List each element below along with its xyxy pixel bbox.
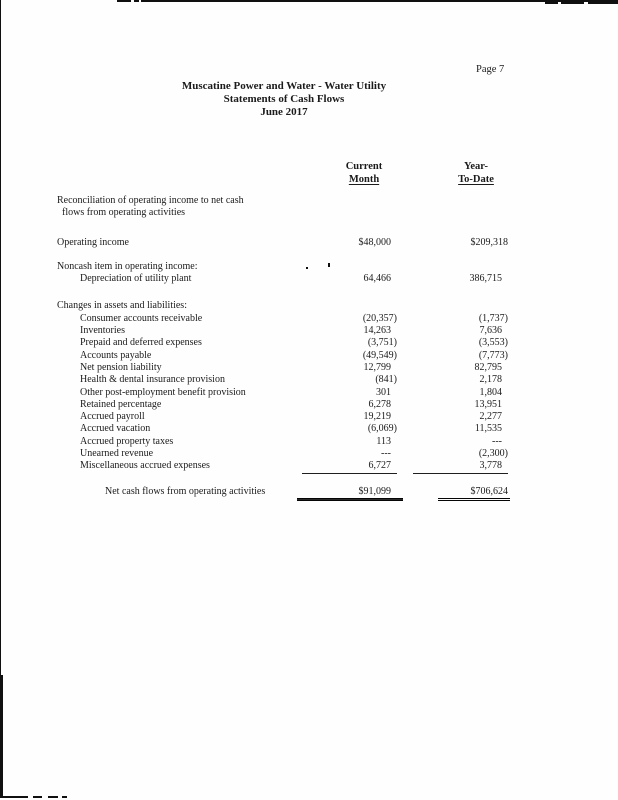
- table-row: [0, 313, 618, 325]
- value-year-to-date: 3,778: [413, 460, 508, 473]
- value-year-to-date: ---: [492, 435, 502, 447]
- value-current-month: 19,219: [363, 411, 391, 423]
- row-label: Unearned revenue: [80, 448, 154, 460]
- table-row: [0, 423, 618, 435]
- row-label: Operating income: [57, 236, 129, 248]
- table-row: [0, 387, 618, 399]
- value-current-month: 6,727: [302, 460, 397, 473]
- table-row-total: [0, 486, 618, 498]
- doc-date: June 2017: [260, 106, 308, 119]
- intro-line: [0, 207, 618, 219]
- doc-subtitle: Statements of Cash Flows: [223, 93, 345, 106]
- row-label: Retained percentage: [80, 398, 162, 410]
- value-current-month: (49,549): [362, 349, 397, 361]
- row-label: Prepaid and deferred expenses: [80, 337, 202, 349]
- row-label: Net pension liability: [80, 361, 162, 373]
- row-label: Health & dental insurance provision: [80, 374, 225, 386]
- value-year-to-date: (2,300): [478, 448, 508, 460]
- row-label: Accrued vacation: [80, 423, 151, 435]
- total-double-rule-current-month: [297, 498, 403, 501]
- document-header: [0, 80, 568, 120]
- value-year-to-date: 2,178: [479, 374, 502, 386]
- table-row: [0, 362, 618, 374]
- value-year-to-date: 82,795: [474, 361, 502, 373]
- section-label: Reconciliation of operating income to net cash: [57, 195, 244, 206]
- row-label: Net cash flows from operating activities: [105, 485, 266, 497]
- row-label: Accrued property taxes: [80, 435, 174, 447]
- table-row: [0, 261, 618, 273]
- row-label: Miscellaneous accrued expenses: [80, 460, 210, 472]
- row-label: Accounts payable: [80, 349, 152, 361]
- section-label: flows from operating activities: [62, 207, 186, 219]
- table-row: [0, 300, 618, 312]
- value-current-month: 64,466: [363, 273, 391, 285]
- value-year-to-date: 1,804: [479, 386, 502, 398]
- value-year-to-date: (1,737): [478, 312, 508, 324]
- value-current-month: ---: [381, 448, 391, 460]
- value-current-month: $48,000: [358, 236, 391, 248]
- table-row: [0, 399, 618, 411]
- value-year-to-date: $706,624: [470, 485, 508, 497]
- value-current-month: $91,099: [358, 485, 391, 497]
- value-year-to-date: 2,277: [479, 411, 502, 423]
- cash-flow-table: [0, 195, 618, 498]
- doc-title: Muscatine Power and Water - Water Utility: [181, 80, 387, 92]
- table-row: [0, 411, 618, 423]
- table-row: [0, 237, 618, 249]
- table-row: [0, 460, 618, 472]
- table-row: [0, 448, 618, 460]
- value-current-month: 14,263: [363, 325, 391, 337]
- value-year-to-date: 13,951: [474, 398, 502, 410]
- row-label: Other post-employment benefit provision: [80, 386, 246, 398]
- table-row: [0, 273, 618, 285]
- value-year-to-date: 7,636: [479, 325, 502, 337]
- row-label: Inventories: [80, 325, 125, 337]
- table-row: [0, 337, 618, 349]
- row-label: Consumer accounts receivable: [80, 312, 203, 324]
- table-row: [0, 374, 618, 386]
- value-current-month: 6,278: [368, 398, 391, 410]
- col-header-current-month: Current Month: [345, 161, 383, 185]
- value-year-to-date: 386,715: [469, 273, 502, 285]
- value-year-to-date: (7,773): [478, 349, 508, 361]
- value-current-month: 301: [376, 386, 391, 398]
- table-row: [0, 350, 618, 362]
- value-year-to-date: $209,318: [470, 236, 508, 248]
- value-current-month: (6,069): [367, 423, 397, 435]
- value-year-to-date: 11,535: [474, 423, 502, 435]
- col-header-year-to-date: Year- To-Date: [458, 161, 494, 185]
- row-label: Depreciation of utility plant: [80, 273, 192, 285]
- section-label: Changes in assets and liabilities:: [57, 300, 187, 312]
- value-current-month: 12,799: [363, 361, 391, 373]
- intro-line: [0, 195, 618, 207]
- value-current-month: 113: [376, 435, 391, 447]
- row-label: Accrued payroll: [80, 411, 145, 423]
- value-current-month: (20,357): [362, 312, 397, 324]
- value-current-month: (841): [375, 374, 397, 386]
- table-row: [0, 436, 618, 448]
- value-current-month: (3,751): [367, 337, 397, 349]
- value-year-to-date: (3,553): [478, 337, 508, 349]
- total-double-rule-year-to-date: [438, 498, 510, 501]
- page-number: Page 7: [476, 64, 505, 75]
- table-row: [0, 325, 618, 337]
- section-label: Noncash item in operating income:: [57, 260, 198, 272]
